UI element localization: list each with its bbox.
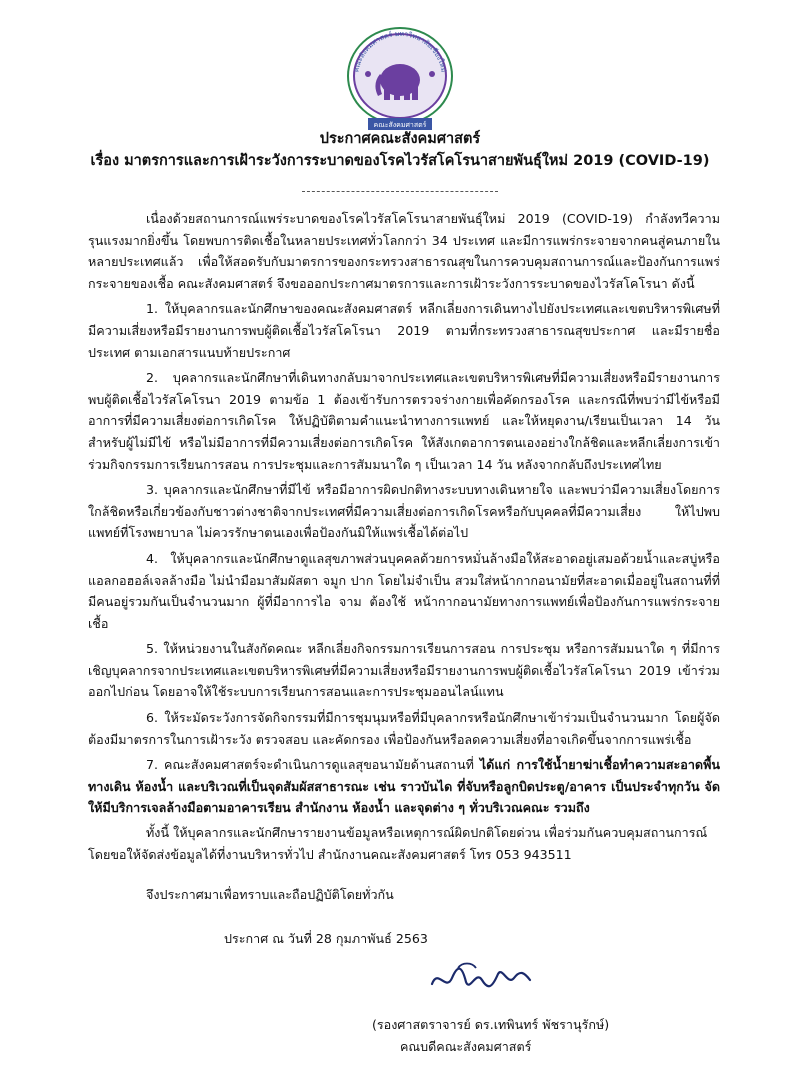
document-heading	[0, 128, 800, 172]
announcement-date: ประกาศ ณ วันที่ 28 กุมภาพันธ์ 2563	[224, 931, 428, 946]
measure-item-7	[88, 754, 720, 819]
seal-ribbon-text: คณะสังคมศาสตร์	[373, 121, 427, 129]
measure-item-2: 2. บุคลากรและนักศึกษาที่เดินทางกลับมาจากประเทศและเขตบริหารพิเศษที่มีความเสี่ยงหรือมีรายงานการพบผู้ติดเชื้อไวรัสโคโรนา 2019 ตามข้อ 1 ต้องเข้ารับการตรวจร่างกายเพื่อคัดกรองโรค และกรณีที่พบว่ามีไข้หรือมีอาการที่มีความเสี่ยงต่อการเกิดโรค ให้ปฏิบัติตามคำแนะนำทางการแพทย์ และให้หยุดงาน/เรียนเป็นเวลา 14 วัน สำหรับผู้ไม่มีไข้ หรือไม่มีอาการที่มีความเสี่ยงต่อการเกิดโรค ให้สังเกตอาการตนเองอย่างใกล้ชิดและหลีกเลี่ยงการเข้าร่วมกิจกรรมการเรียนการสอน การประชุมและการสัมมนาใด ๆ เป็นเวลา 14 วัน หลังจากกลับถึงประเทศไทย	[88, 370, 720, 472]
item7-bold-text: ได้แก่ การใช้น้ำยาฆ่าเชื้อทำความสะอาดพื้นทางเดิน ห้องน้ำ และบริเวณที่เป็นจุดสัมผัสสาธารณะ เช่น ราวบันได ที่จับหรือลูกบิดประตู/อาคาร เป็นประจำทุกวัน จัดให้มีบริการเจลล้างมือตามอาคารเรียน สำนักงาน ห้องน้ำ และจุดต่าง ๆ ทั่วบริเวณคณะ รวมถึง	[88, 757, 720, 816]
heading-divider	[302, 191, 498, 192]
svg-text:คณะสังคมศาสตร์ มหาวิทยาลัยเชีย: คณะสังคมศาสตร์ มหาวิทยาลัยเชียงใหม่	[352, 29, 448, 73]
measure-item-5: 5. ให้หน่วยงานในสังกัดคณะ หลีกเลี่ยงกิจกรรมการเรียนการสอน การประชุม หรือการสัมมนาใด ๆ ที่มีการเชิญบุคลากรจากประเทศและเขตบริหารพิเศษที่มีความเสี่ยงหรือมีรายงานการพบผู้ติดเชื้อไวรัสโคโรนา 2019 เข้าร่วมออกไปก่อน โดยอาจให้ใช้ระบบการเรียนการสอนและการประชุมออนไลน์แทน	[88, 641, 720, 700]
handwritten-signature	[428, 958, 534, 998]
announce-line: จึงประกาศมาเพื่อทราบและถือปฏิบัติโดยทั่วกัน	[146, 887, 394, 902]
signer-position: คณบดีคณะสังคมศาสตร์	[400, 1039, 532, 1054]
measure-item-6: 6. ให้ระมัดระวังการจัดกิจกรรมที่มีการชุมนุมหรือที่มีบุคลากรหรือนักศึกษาเข้าร่วมเป็นจำนวนมาก โดยผู้จัดต้องมีมาตรการในการเฝ้าระวัง ตรวจสอบ และคัดกรอง เพื่อป้องกันหรือลดความเสี่ยงที่อาจเกิดขึ้นจากการแพร่เชื้อ	[88, 710, 720, 747]
measure-item-1: 1. ให้บุคลากรและนักศึกษาของคณะสังคมศาสตร์ หลีกเลี่ยงการเดินทางไปยังประเทศและเขตบริหารพิเศษที่มีความเสี่ยงหรือมีรายงานการพบผู้ติดเชื้อไวรัสโคโรนา 2019 ตามที่กระทรวงสาธารณสุขประกาศ และมีรายชื่อประเทศ ตามเอกสารแนบท้ายประกาศ	[88, 301, 720, 360]
announcement-subject: เรื่อง มาตรการและการเฝ้าระวังการระบาดของโรคไวรัสโคโรนาสายพันธุ์ใหม่ 2019 (COVID-19)	[90, 153, 710, 169]
faculty-seal-logo	[338, 22, 462, 134]
measure-item-4: 4. ให้บุคลากรและนักศึกษาดูแลสุขภาพส่วนบุคคลด้วยการหมั่นล้างมือให้สะอาดอยู่เสมอด้วยน้ำและสบู่หรือแอลกอฮอล์เจลล้างมือ ไม่นำมือมาสัมผัสตา จมูก ปาก โดยไม่จำเป็น สวมใส่หน้ากากอนามัยที่สะอาดเมื่ออยู่ในสถานที่ที่มีคนอยู่รวมกันเป็นจำนวนมาก ผู้ที่มีอาการไอ จาม ต้องใช้ หน้ากากอนามัยทางการแพทย์เพื่อป้องกันการแพร่กระจายเชื้อ	[88, 550, 720, 631]
announcement-title: ประกาศคณะสังคมศาสตร์	[319, 131, 481, 147]
signer-name: (รองศาสตราจารย์ ดร.เทพินทร์ พัชรานุรักษ์)	[372, 1017, 610, 1032]
item7-text: 7. คณะสังคมศาสตร์จะดำเนินการดูแลสุขอนามัยด้านสถานที่	[146, 757, 480, 773]
intro-paragraph: เนื่องด้วยสถานการณ์แพร่ระบาดของโรคไวรัสโคโรนาสายพันธุ์ใหม่ 2019 (COVID-19) กำลังทวีความรุนแรงมากยิ่งขึ้น โดยพบการติดเชื้อในหลายประเทศทั่วโลกกว่า 34 ประเทศ และมีการแพร่กระจายจากคนสู่คนภายในหลายประเทศแล้ว เพื่อให้สอดรับกับมาตรการของกระทรวงสาธารณสุขในการควบคุมสถานการณ์และป้องกันการแพร่กระจายของเชื้อ คณะสังคมศาสตร์ จึงขอออกประกาศมาตรการและการเฝ้าระวังการระบาดของไวรัสโคโรนา ดังนี้	[88, 211, 720, 291]
announcement-body	[88, 208, 720, 823]
measure-item-3: 3. บุคลากรและนักศึกษาที่มีไข้ หรือมีอาการผิดปกติทางระบบทางเดินหายใจ และพบว่ามีความเสี่ยงโดยการใกล้ชิดหรือเกี่ยวข้องกับชาวต่างชาติจากประเทศที่มีความเสี่ยงต่อการเกิดโรคหรือกับบุคคลที่มีความเสี่ยง ให้ไปพบแพทย์ที่โรงพยาบาล ไม่ควรรักษาตนเองเพื่อป้องกันมิให้แพร่เชื้อได้ต่อไป	[88, 482, 720, 541]
report-paragraph: ทั้งนี้ ให้บุคลากรและนักศึกษารายงานข้อมูลหรือเหตุการณ์ผิดปกติโดยด่วน เพื่อร่วมกันควบคุมสถานการณ์ โดยขอให้จัดส่งข้อมูลได้ที่งานบริหารทั่วไป สำนักงานคณะสังคมศาสตร์ โทร 053 943511	[88, 825, 708, 862]
